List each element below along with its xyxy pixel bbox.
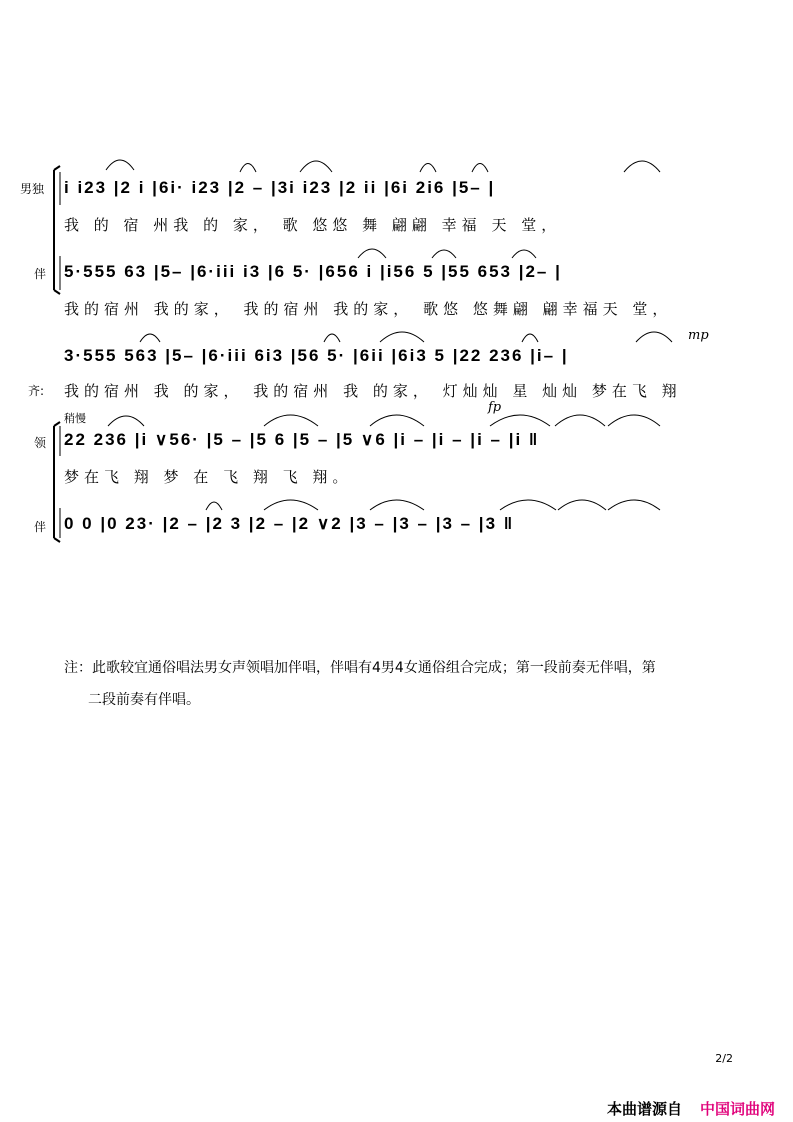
site-link[interactable]: 中国词曲网 bbox=[699, 1100, 775, 1118]
score-brackets-and-slurs bbox=[0, 0, 793, 560]
tempo-marking: 稍慢 bbox=[64, 412, 86, 425]
lead-lyrics-line: 梦在飞 翔 梦 在 飞 翔 飞 翔。 bbox=[64, 468, 353, 486]
lead-part-label: 领 bbox=[34, 436, 47, 450]
page-number: 2/2 bbox=[715, 1052, 733, 1065]
chorus-part-label: 伴 bbox=[34, 267, 47, 281]
chorus-notes-line-2: 0 0 |0 23· |2 – |2 3 |2 – |2 ∨2 |3 – |3 – |3 – |3 ‖ bbox=[64, 514, 515, 533]
dynamic-mark-mp: mp bbox=[688, 328, 709, 343]
dynamic-mark-fp: fp bbox=[488, 400, 502, 415]
solo-lyrics-line: 我 的 宿 州我 的 家， 歌 悠悠 舞 翩翩 幸福 天 堂， bbox=[64, 216, 562, 234]
solo-notes-line: i i23 |2 i |6i· i23 |2 – |3i i23 |2 ii |6i 2i6 |5– | bbox=[64, 178, 496, 197]
performance-note bbox=[64, 652, 744, 716]
source-footer bbox=[607, 1098, 775, 1119]
note-line-2: 二段前奏有伴唱。 bbox=[88, 692, 200, 708]
note-line-1: 注：此歌较宜通俗唱法男女声领唱加伴唱，伴唱有4男4女通俗组合完成；第一段前奏无伴唱，第 bbox=[64, 660, 656, 676]
unison-notes-line: 3·555 563 |5– |6·iii 6i3 |56 5· |6ii |6i3 5 |22 236 |i– | bbox=[64, 346, 569, 365]
unison-part-label: 齐: bbox=[28, 384, 45, 398]
chorus-lyrics-line: 我的宿州 我的家， 我的宿州 我的家， 歌悠 悠舞翩 翩幸福天 堂， bbox=[64, 300, 673, 318]
chorus-notes-line: 5·555 63 |5– |6·iii i3 |6 5· |656 i |i56 5 |55 653 |2– | bbox=[64, 262, 562, 281]
unison-lyrics-line: 我的宿州 我 的家， 我的宿州 我 的家， 灯灿灿 星 灿灿 梦在飞 翔 bbox=[64, 382, 682, 400]
chorus-part-label-2: 伴 bbox=[34, 520, 47, 534]
lead-notes-line: 22 236 |i ∨56· |5 – |5 6 |5 – |5 ∨6 |i – |i – |i – |i ‖ bbox=[64, 430, 540, 449]
source-label: 本曲谱源自 bbox=[606, 1100, 682, 1118]
solo-part-label: 男独 bbox=[20, 182, 45, 196]
